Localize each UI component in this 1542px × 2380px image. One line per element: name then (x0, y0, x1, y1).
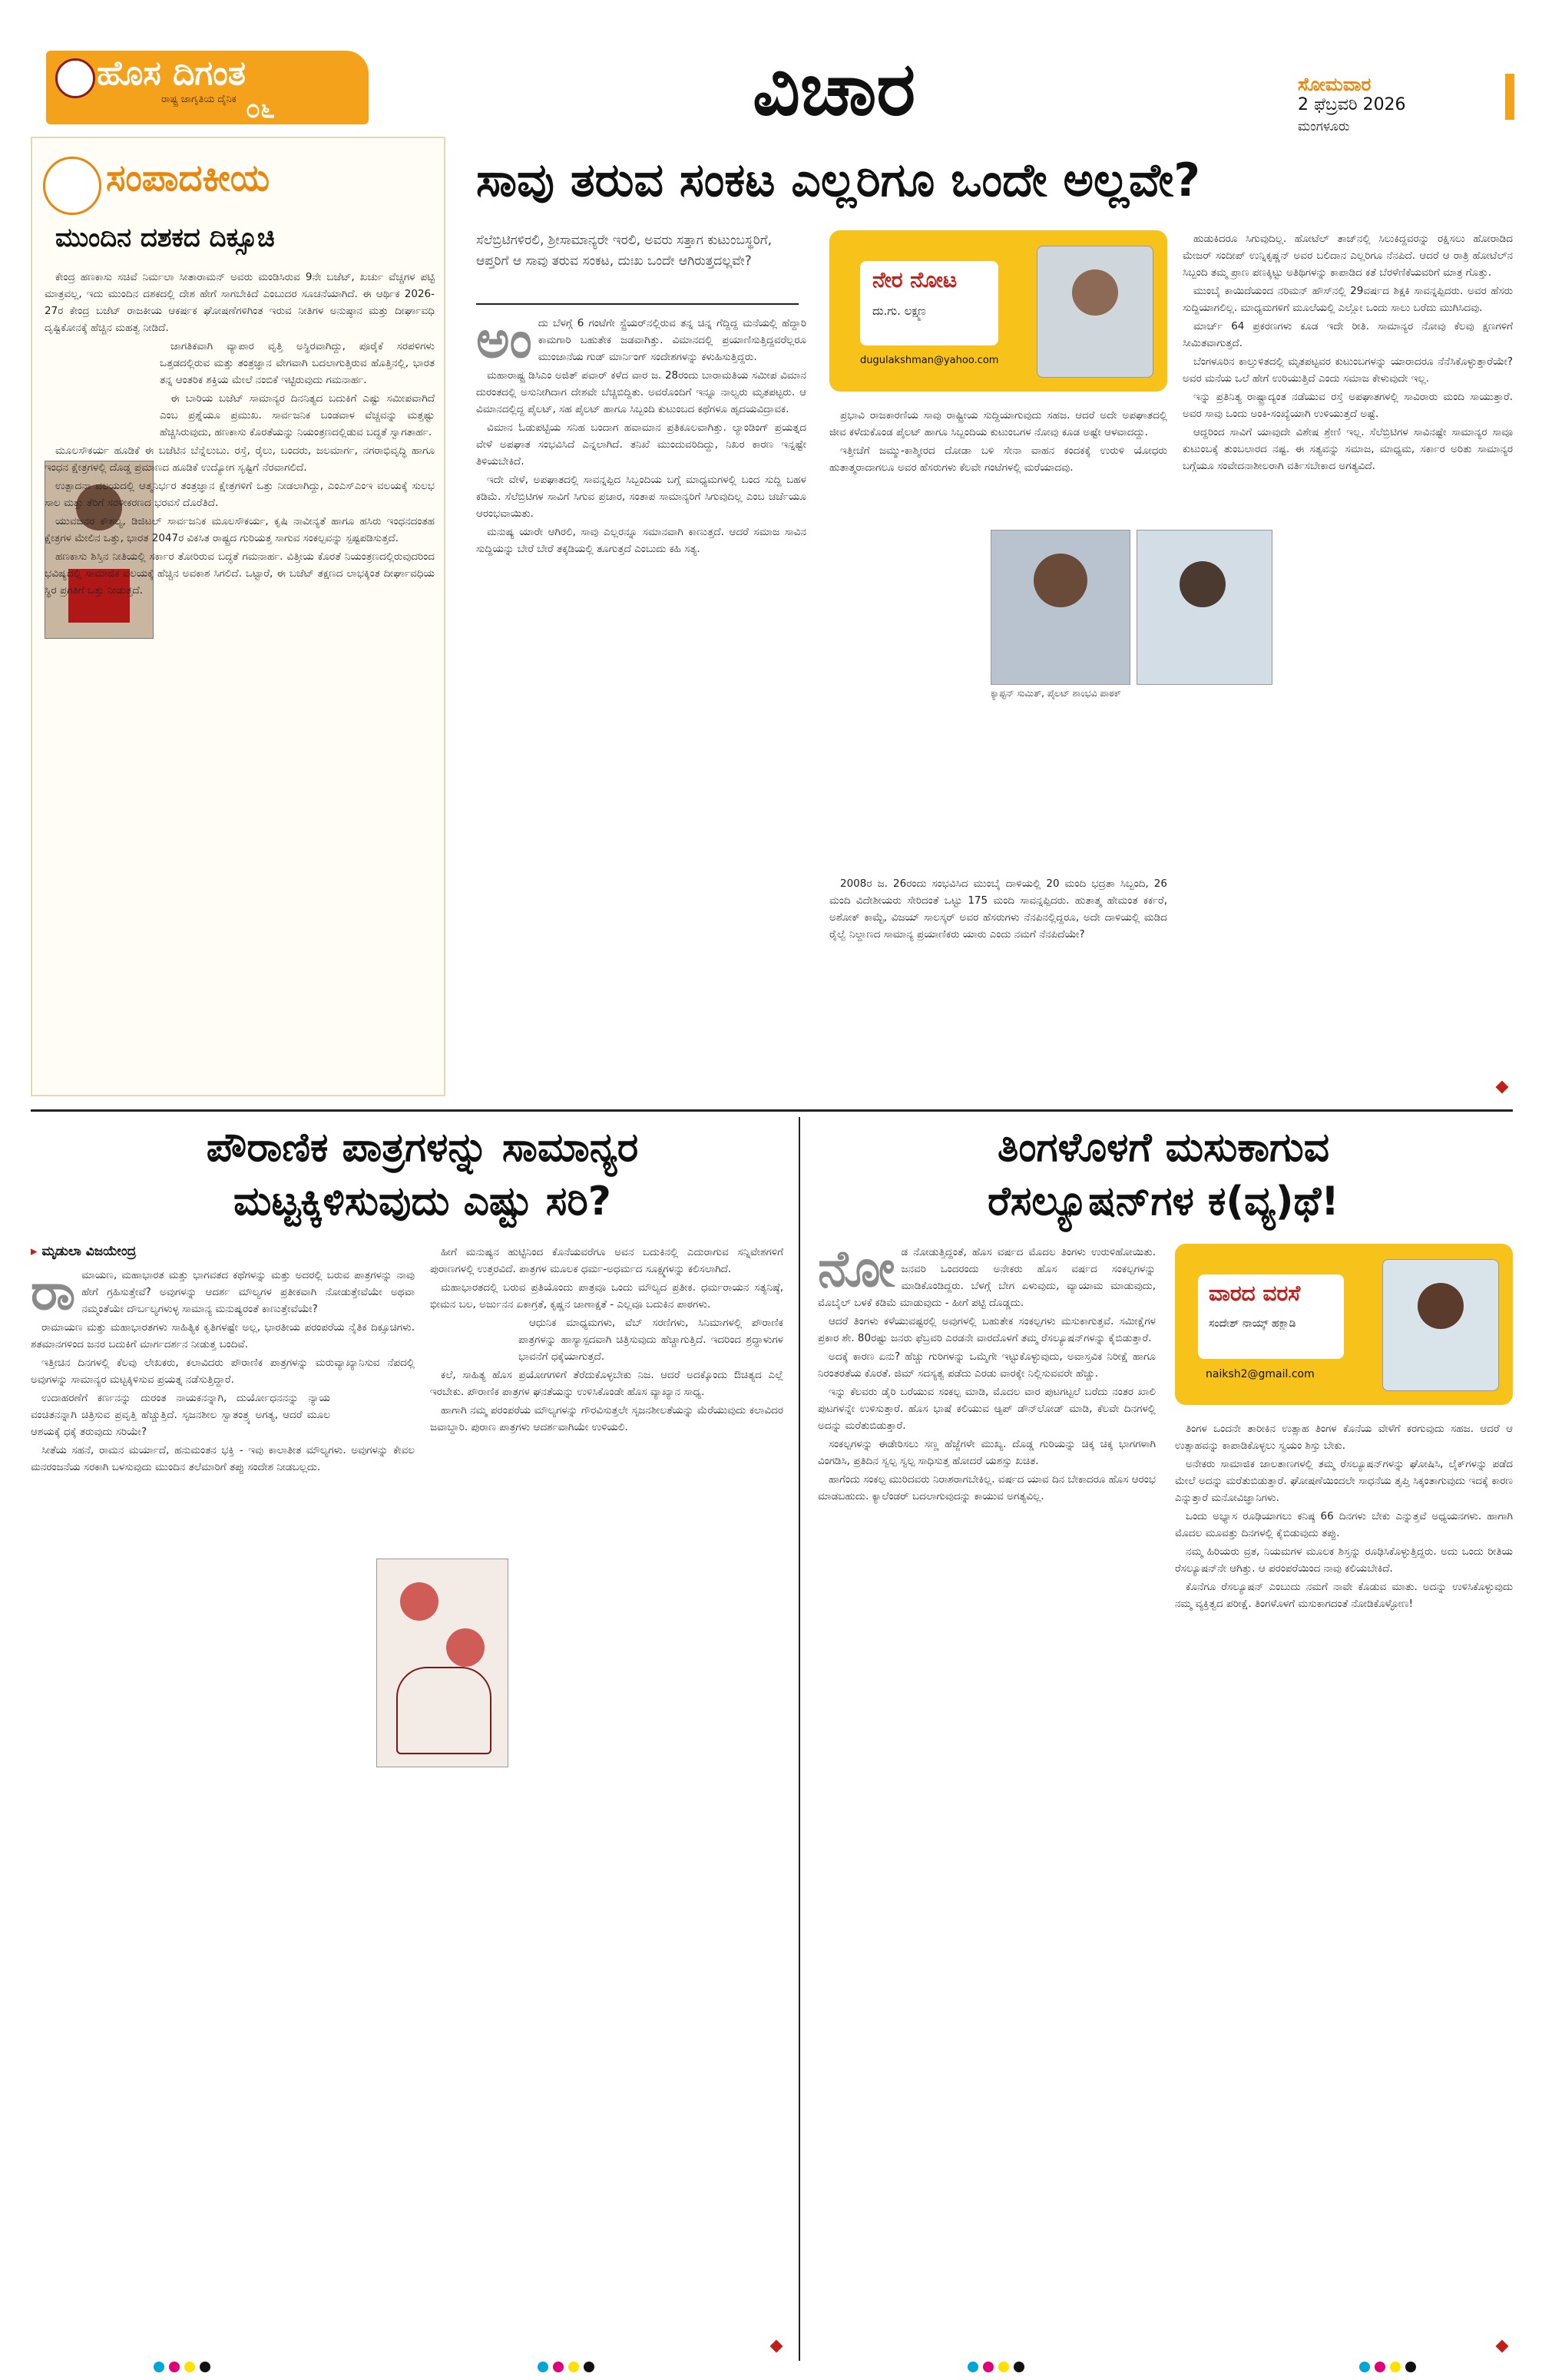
br-paragraph: ಅನೇಕರು ಸಾಮಾಜಿಕ ಜಾಲತಾಣಗಳಲ್ಲಿ ತಮ್ಮ ರೆಸಲ್ಯೂಷನ್‌ಗಳನ್ನು ಘೋಷಿಸಿ, ಲೈಕ್‌ಗಳನ್ನು ಪಡೆದ ಮೇಲೆ ಅದನ್ನು ಮರೆತುಬಿಡುತ್ತಾರೆ. ಘೋಷಣೆಯಿಂದಲೇ ಸಾಧನೆಯ ತೃಪ್ತಿ ಸಿಕ್ಕಂತಾಗುವುದು ಇದಕ್ಕೆ ಕಾರಣ ಎನ್ನುತ್ತಾರೆ ಮನೋವಿಜ್ಞಾನಿಗಳು. (1175, 1458, 1513, 1504)
editorial-emblem-icon (43, 157, 101, 215)
editorial-box (31, 137, 445, 1096)
city-label: ಮಂಗಳೂರು (1298, 119, 1350, 134)
section-divider (31, 1109, 1513, 1112)
bl-paragraph: ರಾಮಾಯಣ ಮತ್ತು ಮಹಾಭಾರತಗಳು ಸಾಹಿತ್ಯಿಕ ಕೃತಿಗಳಷ್ಟೇ ಅಲ್ಲ, ಭಾರತೀಯ ಪರಂಪರೆಯ ನೈತಿಕ ದಿಕ್ಸೂಚಿಗಳು. ಶತಮಾನಗಳಿಂದ ಜನರ ಬದುಕಿಗೆ ಮಾರ್ಗದರ್ಶನ ನೀಡುತ್ತ ಬಂದಿವೆ. (31, 1321, 415, 1350)
main-paragraph: ಮನುಷ್ಯ ಯಾರೇ ಆಗಿರಲಿ, ಸಾವು ಎಲ್ಲರನ್ನೂ ಸಮಾನವಾಗಿ ಕಾಣುತ್ತದೆ. ಆದರೆ ಸಮಾಜ ಸಾವಿನ ಸುದ್ದಿಯನ್ನು ಬೇರೆ ಬೇರೆ ತಕ್ಕಡಿಯಲ್ಲಿ ತೂಗುತ್ತದೆ ಎಂಬುದು ಕಹಿ ಸತ್ಯ. (476, 526, 806, 555)
main-paragraph: ಮಹಾರಾಷ್ಟ್ರ ಡಿಸಿಎಂ ಅಜಿತ್ ಪವಾರ್ ಕಳೆದ ವಾರ ಜ. 28ರಂದು ಬಾರಾಮತಿಯ ಸಮೀಪ ವಿಮಾನ ದುರಂತದಲ್ಲಿ ಅಸುನೀಗಿದಾಗ ದೇಶವೇ ಬೆಚ್ಚಿಬಿದ್ದಿತು. ಅವರೊಂದಿಗೆ ಇನ್ನೂ ನಾಲ್ವರು ಮೃತಪಟ್ಟರು. ಆ ವಿಮಾನದಲ್ಲಿದ್ದ ಪೈಲಟ್, ಸಹ ಪೈಲಟ್ ಹಾಗೂ ಸಿಬ್ಬಂದಿ ಕುಟುಂಬದ ಕಥೆಗಳೂ ಹೃದಯವಿದ್ರಾವಕ. (476, 369, 806, 415)
bl-paragraph: ಮಾಯಣ, ಮಹಾಭಾರತ ಮತ್ತು ಭಾಗವತದ ಕಥೆಗಳನ್ನು ಮತ್ತು ಅದರಲ್ಲಿ ಬರುವ ಪಾತ್ರಗಳನ್ನು ನಾವು ಹೇಗೆ ಗ್ರಹಿಸುತ್ತೇವೆ? ಅವುಗಳನ್ನು ಆದರ್ಶ ಮೌಲ್ಯಗಳ ಪ್ರತೀಕವಾಗಿ ನೋಡುತ್ತೇವೆಯೇ ಅಥವಾ ನಮ್ಮಂತೆಯೇ ದೌರ್ಬಲ್ಯಗಳುಳ್ಳ ಸಾಮಾನ್ಯ ಮನುಷ್ಯರಂತೆ ಕಾಣುತ್ತೇವೆಯೇ? (81, 1269, 415, 1315)
editorial-paragraph: ಕೇಂದ್ರ ಹಣಕಾಸು ಸಚಿವೆ ನಿರ್ಮಲಾ ಸೀತಾರಾಮನ್ ಅವರು ಮಂಡಿಸಿರುವ 9ನೇ ಬಜೆಟ್, ಖರ್ಚು ವೆಚ್ಚಗಳ ಪಟ್ಟಿ ಮಾತ್ರವಲ್ಲ, ಇದು ಮುಂದಿನ ದಶಕದಲ್ಲಿ ದೇಶ ಹೇಗೆ ಸಾಗಬೇಕಿದೆ ಎಂಬುದರ ಸೂಚನೆಯಾಗಿದೆ. ಈ ಆರ್ಥಿಕ 2026-27ರ ಕೇಂದ್ರ ಬಜೆಟ್ ರಾಜಕೀಯ ಆಕರ್ಷಕ ಘೋಷಣೆಗಳಿಗಿಂತ ಇರುವ ನೀತಿಗಳ ಅನುಷ್ಠಾನ ಮತ್ತು ದೀರ್ಘಾವಧಿ ದೃಷ್ಟಿಕೋನಕ್ಕೆ ಹೆಚ್ಚಿನ ಮಹತ್ವ ನೀಡಿದೆ. (45, 271, 435, 334)
bottom-left-col-1 (31, 1267, 415, 2357)
person-icon (1072, 269, 1118, 316)
main-paragraph: ವಿಮಾನ ಓಡುಪಟ್ಟಿಯ ಸನಿಹ ಬಂದಾಗ ಹವಾಮಾನ ಪ್ರತಿಕೂಲವಾಗಿತ್ತು. ಲ್ಯಾಂಡಿಂಗ್ ಪ್ರಯತ್ನದ ವೇಳೆ ಅಪಘಾತ ಸಂಭವಿಸಿದೆ ಎನ್ನಲಾಗಿದೆ. ತನಿಖೆ ಮುಂದುವರಿದಿದ್ದು, ನಿಖರ ಕಾರಣ ಇನ್ನಷ್ಟೇ ತಿಳಿಯಬೇಕಿದೆ. (476, 421, 806, 468)
main-paragraph: ಮಾರ್ಚ್ 64 ಪ್ರಕರಣಗಳು ಕೂಡ ಇದೇ ರೀತಿ. ಸಾಮಾನ್ಯರ ನೋವು ಕೆಲವು ಕ್ಷಣಗಳಿಗೆ ಸೀಮಿತವಾಗುತ್ತದೆ. (1183, 320, 1513, 349)
bottom-left-dropcap: ರಾ (31, 1267, 76, 1321)
date-label: 2 ಫೆಬ್ರವರಿ 2026 (1298, 95, 1406, 114)
br-paragraph: ಕೊನೆಗೂ ರೆಸಲ್ಯೂಷನ್ ಎಂಬುದು ನಮಗೆ ನಾವೇ ಕೊಡುವ ಮಾತು. ಅದನ್ನು ಉಳಿಸಿಕೊಳ್ಳುವುದು ನಮ್ಮ ವ್ಯಕ್ತಿತ್ವದ ಪರೀಕ್ಷೆ. ತಿಂಗಳೊಳಗೆ ಮಸುಕಾಗದಂತೆ ನೋಡಿಕೊಳ್ಳೋಣ! (1175, 1581, 1513, 1610)
br-paragraph: ಇನ್ನು ಕೆಲವರು ಡೈರಿ ಬರೆಯುವ ಸಂಕಲ್ಪ ಮಾಡಿ, ಮೊದಲ ವಾರ ಪುಟಗಟ್ಟಲೆ ಬರೆದು ನಂತರ ಖಾಲಿ ಪುಟಗಳನ್ನೇ ಉಳಿಸುತ್ತಾರೆ. ಹೊಸ ಭಾಷೆ ಕಲಿಯುವ ಆ್ಯಪ್ ಡೌನ್‌ಲೋಡ್ ಮಾಡಿ, ಕೆಲವೇ ದಿನಗಳಲ್ಲಿ ಅದನ್ನು ಮರೆತುಬಿಡುತ್ತಾರೆ. (818, 1386, 1156, 1432)
bl-paragraph: ಉದಾಹರಣೆಗೆ ಕರ್ಣನನ್ನು ದುರಂತ ನಾಯಕನನ್ನಾಗಿ, ದುರ್ಯೋಧನನನ್ನು ನ್ಯಾಯ ವಂಚಿತನನ್ನಾಗಿ ಚಿತ್ರಿಸುವ ಪ್ರವೃತ್ತಿ ಹೆಚ್ಚುತ್ತಿದೆ. ಸೃಜನಶೀಲ ಸ್ವಾತಂತ್ರ್ಯ ಅಗತ್ಯ, ಆದರೆ ಮೂಲ ಆಶಯಕ್ಕೆ ಧಕ್ಕೆ ತರುವುದು ಸರಿಯೇ? (31, 1392, 330, 1438)
page-number: ೦೬ (246, 94, 276, 124)
bl-paragraph: ಸೀತೆಯ ಸಹನೆ, ರಾಮನ ಮರ್ಯಾದೆ, ಹನುಮಂತನ ಭಕ್ತಿ - ಇವು ಕಾಲಾತೀತ ಮೌಲ್ಯಗಳು. ಅವುಗಳನ್ನು ಕೇವಲ ಮನರಂಜನೆಯ ಸರಕಾಗಿ ಬಳಸುವುದು ಮುಂದಿನ ತಲೆಮಾರಿಗೆ ತಪ್ಪು ಸಂದೇಶ ನೀಡಬಲ್ಲದು. (31, 1444, 415, 1473)
br-paragraph: ಆದರೆ ತಿಂಗಳು ಕಳೆಯುವಷ್ಟರಲ್ಲಿ ಅವುಗಳಲ್ಲಿ ಬಹುತೇಕ ಸಂಕಲ್ಪಗಳು ಮಸುಕಾಗುತ್ತವೆ. ಸಮೀಕ್ಷೆಗಳ ಪ್ರಕಾರ ಶೇ. 80ರಷ್ಟು ಜನರು ಫೆಬ್ರವರಿ ಎರಡನೇ ವಾರದೊಳಗೆ ತಮ್ಮ ರೆಸಲ್ಯೂಷನ್‌ಗಳನ್ನು ಕೈಬಿಡುತ್ತಾರೆ. (818, 1315, 1156, 1344)
br-paragraph: ಅದಕ್ಕೆ ಕಾರಣ ಏನು? ಹೆಚ್ಚು ಗುರಿಗಳನ್ನು ಒಮ್ಮೆಗೇ ಇಟ್ಟುಕೊಳ್ಳುವುದು, ಅವಾಸ್ತವಿಕ ನಿರೀಕ್ಷೆ ಹಾಗೂ ನಿರಂತರತೆಯ ಕೊರತೆ. ಜಿಮ್ ಸದಸ್ಯತ್ವ ಪಡೆದು ಎರಡು ವಾರಕ್ಕೇ ನಿಲ್ಲಿಸುವವರೇ ಹೆಚ್ಚು. (818, 1350, 1156, 1380)
divider (476, 303, 799, 305)
logo-block (46, 51, 369, 124)
person-icon (1034, 554, 1087, 607)
bl-paragraph: ಹೀಗೆ ಮನುಷ್ಯನ ಹುಟ್ಟಿನಿಂದ ಕೊನೆಯವರೆಗೂ ಅವನ ಬದುಕಿನಲ್ಲಿ ಎದುರಾಗುವ ಸನ್ನಿವೇಶಗಳಿಗೆ ಪುರಾಣಗಳಲ್ಲಿ ಉತ್ತರವಿದೆ. ಪಾತ್ರಗಳ ಮೂಲಕ ಧರ್ಮ-ಅಧರ್ಮದ ಸೂಕ್ಷ್ಮಗಳನ್ನು ಕಲಿಸಲಾಗಿದೆ. (430, 1246, 783, 1275)
bottom-left-title-line-2: ಮಟ್ಟಕ್ಕಿಳಿಸುವುದು ಎಷ್ಟು ಸರಿ? (233, 1178, 611, 1225)
main-paragraph: 2008ರ ಜ. 26ರಂದು ಸಂಭವಿಸಿದ ಮುಂಬೈ ದಾಳಿಯಲ್ಲಿ 20 ಮಂದಿ ಭದ್ರತಾ ಸಿಬ್ಬಂದಿ, 26 ಮಂದಿ ವಿದೇಶೀಯರು ಸೇರಿದಂತೆ ಒಟ್ಟು 175 ಮಂದಿ ಸಾವನ್ನಪ್ಪಿದರು. ಹುತಾತ್ಮ ಹೇಮಂತ ಕರ್ಕರೆ, ಅಶೋಕ್ ಕಾಮ್ಟೆ, ವಿಜಯ್ ಸಾಲಸ್ಕರ್ ಅವರ ಹೆಸರುಗಳು ನೆನಪಿನಲ್ಲಿದ್ದರೂ, ಅದೇ ದಾಳಿಯಲ್ಲಿ ಮಡಿದ ರೈಲ್ವೆ ನಿಲ್ದಾಣದ ಸಾಮಾನ್ಯ ಪ್ರಯಾಣಿಕರು ಯಾರು ಎಂದು ನಮಗೆ ನೆನಪಿದೆಯೇ? (829, 878, 1167, 940)
bottom-left-title-line-1: ಪೌರಾಣಿಕ ಪಾತ್ರಗಳನ್ನು ಸಾಮಾನ್ಯರ (206, 1125, 639, 1171)
main-col-3 (1183, 230, 1513, 1098)
editorial-header: ಸಂಪಾದಕೀಯ (106, 157, 270, 200)
header-date-block (1298, 74, 1497, 134)
vertical-divider (799, 1117, 800, 2361)
main-standfirst: ಸೆಲೆಬ್ರಿಟಿಗಳಿರಲಿ, ಶ್ರೀಸಾಮಾನ್ಯರೇ ಇರಲಿ, ಅವರು ಸತ್ತಾಗ ಕುಟುಂಬಸ್ಥರಿಗೆ, ಆಪ್ತರಿಗೆ ಆ ಸಾವು ತರುವ ಸಂಕಟ, ದುಃಖ ಒಂದೇ ಆಗಿರುತ್ತದಲ್ಲವೇ? (476, 233, 772, 269)
br-paragraph: ತಿಂಗಳ ಒಂದನೇ ತಾರೀಕಿನ ಉತ್ಸಾಹ ತಿಂಗಳ ಕೊನೆಯ ವೇಳೆಗೆ ಕರಗುವುದು ಸಹಜ. ಆದರೆ ಆ ಉತ್ಸಾಹವನ್ನು ಕಾಪಾಡಿಕೊಳ್ಳಲು ಸ್ವಯಂ ಶಿಸ್ತು ಬೇಕು. (1175, 1423, 1513, 1452)
header-side-bar (1505, 74, 1514, 120)
person-icon (1418, 1283, 1464, 1329)
bl-paragraph: ಆಧುನಿಕ ಮಾಧ್ಯಮಗಳು, ವೆಬ್ ಸರಣಿಗಳು, ಸಿನಿಮಾಗಳಲ್ಲಿ ಪೌರಾಣಿಕ ಪಾತ್ರಗಳನ್ನು ಹಾಸ್ಯಾಸ್ಪದವಾಗಿ ಚಿತ್ರಿಸುವುದು ಹೆಚ್ಚಾಗುತ್ತಿದೆ. ಇದರಿಂದ ಶ್ರದ್ಧಾಳುಗಳ ಭಾವನೆಗೆ ಧಕ್ಕೆಯಾಗುತ್ತದೆ. (518, 1317, 783, 1363)
bottom-right-title-line-1: ತಿಂಗಳೊಳಗೆ ಮಸುಕಾಗುವ (997, 1125, 1330, 1171)
section-title: ವಿಚಾರ (753, 46, 916, 132)
bl-paragraph: ಮಹಾಭಾರತದಲ್ಲಿ ಬರುವ ಪ್ರತಿಯೊಂದು ಪಾತ್ರವೂ ಒಂದು ಮೌಲ್ಯದ ಪ್ರತೀಕ. ಧರ್ಮರಾಯನ ಸತ್ಯನಿಷ್ಠೆ, ಭೀಮನ ಬಲ, ಅರ್ಜುನನ ಏಕಾಗ್ರತೆ, ಕೃಷ್ಣನ ಚಾಣಾಕ್ಷತೆ - ಎಲ್ಲವೂ ಬದುಕಿನ ಪಾಠಗಳು. (430, 1281, 783, 1311)
main-paragraph: ದು ಬೆಳಗ್ಗೆ 6 ಗಂಟೆಗೇ ಸ್ಟ್ರೆಯರ್‌ನಲ್ಲಿರುವ ತನ್ನ ಚಿನ್ನ ಗೆದ್ದಿದ್ದ ಮನೆಯಲ್ಲಿ ಹೆದ್ದಾರಿ ಕಾಮಗಾರಿ ಬಹುತೇಕ ಜಡವಾಗಿತ್ತು. ವಿಮಾನದಲ್ಲಿ ಪ್ರಯಾಣಿಸುತ್ತಿದ್ದವರೆಲ್ಲರೂ ಮುಂಜಾನೆಯ ಗುಡ್ ಮಾರ್ನಿಂಗ್ ಸಂದೇಶಗಳನ್ನು ಕಳುಹಿಸುತ್ತಿದ್ದರು. (538, 317, 806, 363)
pilot-photo-1 (991, 530, 1130, 685)
main-col-1 (476, 315, 806, 1098)
editorial-title: ಮುಂದಿನ ದಶಕದ ದಿಕ್ಸೂಚಿ (55, 223, 275, 253)
main-paragraph: ಆದ್ದರಿಂದ ಸಾವಿಗೆ ಯಾವುದೇ ವಿಶೇಷ ಶ್ರೇಣಿ ಇಲ್ಲ. ಸೆಲೆಬ್ರಿಟಿಗಳ ಸಾವಿನಷ್ಟೇ ಸಾಮಾನ್ಯರ ಸಾವೂ ಕುಟುಂಬಕ್ಕೆ ತುಂಬಲಾರದ ನಷ್ಟ. ಈ ಸತ್ಯವನ್ನು ಸಮಾಜ, ಮಾಧ್ಯಮ, ಸರ್ಕಾರ ಅರಿತು ಸಾಮಾನ್ಯರ ಬಗ್ಗೆಯೂ ಸಂವೇದನಾಶೀಲರಾಗಿ ವರ್ತಿಸಬೇಕಾದ ಅಗತ್ಯವಿದೆ. (1183, 426, 1513, 472)
logo-emblem-icon (55, 58, 95, 98)
br-paragraph: ನಮ್ಮ ಹಿರಿಯರು ವ್ರತ, ನಿಯಮಗಳ ಮೂಲಕ ಶಿಸ್ತನ್ನು ರೂಢಿಸಿಕೊಳ್ಳುತ್ತಿದ್ದರು. ಅದು ಒಂದು ರೀತಿಯ ರೆಸಲ್ಯೂಷನ್‌ನೇ ಆಗಿತ್ತು. ಆ ಪರಂಪರೆಯಿಂದ ನಾವು ಕಲಿಯಬೇಕಿದೆ. (1175, 1545, 1513, 1575)
main-paragraph: ಹುಡುಕಿದರೂ ಸಿಗುವುದಿಲ್ಲ. ಹೋಟೆಲ್ ತಾಜ್‌ನಲ್ಲಿ ಸಿಲುಕಿದ್ದವರನ್ನು ರಕ್ಷಿಸಲು ಹೋರಾಡಿದ ಮೇಜರ್ ಸಂದೀಪ್ ಉನ್ನಿಕೃಷ್ಣನ್ ಅವರ ಬಲಿದಾನ ಎಲ್ಲರಿಗೂ ನೆನಪಿದೆ. ಆದರೆ ಆ ರಾತ್ರಿ ಹೋಟೆಲ್‌ನ ಸಿಬ್ಬಂದಿ ತಮ್ಮ ಪ್ರಾಣ ಪಣಕ್ಕಿಟ್ಟು ಅತಿಥಿಗಳನ್ನು ಕಾಪಾಡಿದ ಕತೆ ಬೆರಳೆಣಿಕೆಯವರಿಗೆ ಮಾತ್ರ ಗೊತ್ತು. (1183, 233, 1513, 279)
main-paragraph: ಮುಂಬೈ ಕಾಯಿದೆಯಂದ ನರಿಮನ್ ಹೌಸ್‌ನಲ್ಲಿ 29ವರ್ಷದ ಶಿಕ್ಷಕಿ ಸಾವನ್ನಪ್ಪಿದರು. ಅವರ ಹೆಸರು ಸುದ್ದಿಯಾಗಲಿಲ್ಲ. ಮಾಧ್ಯಮಗಳಿಗೆ ಮೂಲೆಯಲ್ಲಿ ಎಲ್ಲೋ ಒಂದು ಸಾಲು ಬರೆದು ಮುಗಿಸಿದವು. (1183, 285, 1513, 314)
registration-marks-center-right (968, 2362, 1024, 2372)
author-photo (1037, 246, 1153, 378)
editorial-paragraph: ಜಾಗತಿಕವಾಗಿ ವ್ಯಾಪಾರ ವೃತ್ತಿ ಅಸ್ಥಿರವಾಗಿದ್ದು, ಪೂರೈಕೆ ಸರಪಳಿಗಳು ಒತ್ತಡದಲ್ಲಿರುವ ಮತ್ತು ತಂತ್ರಜ್ಞಾನ ವೇಗವಾಗಿ ಬದಲಾಗುತ್ತಿರುವ ಹೊತ್ತಿನಲ್ಲಿ, ಭಾರತ ತನ್ನ ಆಂತರಿಕ ಶಕ್ತಿಯ ಮೇಲೆ ನಂಬಿಕೆ ಇಟ್ಟಿರುವುದು ಗಮನಾರ್ಹ. (160, 340, 435, 386)
column-box-varada-varase (1175, 1244, 1513, 1405)
byline-marker-icon: ▸ (31, 1244, 42, 1259)
main-paragraph: ಪ್ರಭಾವಿ ರಾಜಕಾರಣಿಯ ಸಾವು ರಾಷ್ಟ್ರೀಯ ಸುದ್ದಿಯಾಗುವುದು ಸಹಜ. ಆದರೆ ಅದೇ ಅಪಘಾತದಲ್ಲಿ ಜೀವ ಕಳೆದುಕೊಂಡ ಪೈಲಟ್ ಹಾಗೂ ಸಿಬ್ಬಂದಿಯ ಕುಟುಂಬಗಳ ನೋವು ಕೂಡ ಅಷ್ಟೇ ಆಳವಾದದ್ದು. (829, 409, 1167, 438)
editorial-paragraph: ಮೂಲಸೌಕರ್ಯ ಹೂಡಿಕೆ ಈ ಬಜೆಟಿನ ಬೆನ್ನೆಲುಬು. ರಸ್ತೆ, ರೈಲು, ಬಂದರು, ಜಲಮಾರ್ಗ, ನಗರಾಭಿವೃದ್ಧಿ ಹಾಗೂ ಇಂಧನ ಕ್ಷೇತ್ರಗಳಲ್ಲಿ ದೊಡ್ಡ ಪ್ರಮಾಣದ ಹೂಡಿಕೆ ಉದ್ಯೋಗ ಸೃಷ್ಟಿಗೆ ನೆರವಾಗಲಿದೆ. (45, 445, 435, 474)
main-paragraph: ಇತ್ತೀಚೆಗೆ ಜಮ್ಮು-ಕಾಶ್ಮೀರದ ದೋಡಾ ಬಳಿ ಸೇನಾ ವಾಹನ ಕಂದಕಕ್ಕೆ ಉರುಳಿ ಯೋಧರು ಹುತಾತ್ಮರಾದಾಗಲೂ ಅವರ ಹೆಸರುಗಳು ಕೆಲವೇ ಗಂಟೆಗಳಲ್ಲಿ ಮರೆಯಾದವು. (829, 445, 1167, 474)
bl-paragraph: ಕಲೆ, ಸಾಹಿತ್ಯ ಹೊಸ ಪ್ರಯೋಗಗಳಿಗೆ ತೆರೆದುಕೊಳ್ಳಬೇಕು ನಿಜ. ಆದರೆ ಅದಕ್ಕೊಂದು ಔಚಿತ್ಯದ ಎಲ್ಲೆ ಇರಬೇಕು. ಪೌರಾಣಿಕ ಪಾತ್ರಗಳ ಘನತೆಯನ್ನು ಉಳಿಸಿಕೊಂಡೇ ಹೊಸ ವ್ಯಾಖ್ಯಾನ ಸಾಧ್ಯ. (430, 1369, 783, 1398)
main-article-title: ಸಾವು ತರುವ ಸಂಕಟ ಎಲ್ಲರಿಗೂ ಒಂದೇ ಅಲ್ಲವೇ? (476, 154, 1201, 207)
logo-tagline: ರಾಷ್ಟ್ರ ಜಾಗೃತಿಯ ದೈನಿಕ (161, 94, 237, 105)
main-paragraph: ಬೆಂಗಳೂರಿನ ಕಾಲ್ತುಳಿತದಲ್ಲಿ ಮೃತಪಟ್ಟವರ ಕುಟುಂಬಗಳನ್ನು ಯಾರಾದರೂ ನೆನೆಸಿಕೊಳ್ಳುತ್ತಾರೆಯೇ? ಅವರ ಮನೆಯ ಒಲೆ ಹೇಗೆ ಉರಿಯುತ್ತಿದೆ ಎಂದು ಸಮಾಜ ಕೇಳುವುದೇ ಇಲ್ಲ. (1183, 355, 1513, 385)
main-dropcap: ಅಂ (476, 315, 532, 369)
bl-paragraph: ಹಾಗಾಗಿ ನಮ್ಮ ಪರಂಪರೆಯ ಮೌಲ್ಯಗಳನ್ನು ಗೌರವಿಸುತ್ತಲೇ ಸೃಜನಶೀಲತೆಯನ್ನು ಮೆರೆಯುವುದು ಕಲಾವಿದರ ಜವಾಬ್ದಾರಿ. ಪುರಾಣ ಪಾತ್ರಗಳು ಆದರ್ಶವಾಗಿಯೇ ಉಳಿಯಲಿ. (430, 1404, 783, 1433)
column-author: ದು.ಗು. ಲಕ್ಷ್ಮಣ (872, 304, 926, 318)
column-name: ವಾರದ ವರಸೆ (1209, 1281, 1301, 1306)
photo-caption: ಕ್ಯಾಪ್ಟನ್ ಸುಮಿತ್, ಪೈಲಟ್ ಶಾಂಭವಿ ಪಾಠಕ್ (991, 688, 1121, 699)
bl-paragraph: ಇತ್ತೀಚಿನ ದಿನಗಳಲ್ಲಿ ಕೆಲವು ಲೇಖಕರು, ಕಲಾವಿದರು ಪೌರಾಣಿಕ ಪಾತ್ರಗಳನ್ನು ಮರುವ್ಯಾಖ್ಯಾನಿಸುವ ನೆಪದಲ್ಲಿ ಅವುಗಳನ್ನು ಸಾಮಾನ್ಯರ ಮಟ್ಟಕ್ಕಿಳಿಸುವ ಪ್ರಯತ್ನ ನಡೆಸುತ್ತಿದ್ದಾರೆ. (31, 1357, 415, 1386)
column-email[interactable]: naiksh2@gmail.com (1206, 1368, 1315, 1380)
registration-marks-right (1359, 2362, 1416, 2372)
main-paragraph: ಇನ್ನು ಪ್ರತಿನಿತ್ಯ ರಾಷ್ಟ್ರಾದ್ಯಂತ ನಡೆಯುವ ರಸ್ತೆ ಅಪಘಾತಗಳಲ್ಲಿ ಸಾವಿರಾರು ಮಂದಿ ಸಾಯುತ್ತಾರೆ. ಅವರ ಸಾವು ಒಂದು ಅಂಕಿ-ಸಂಖ್ಯೆಯಾಗಿ ಉಳಿಯುತ್ತದೆ ಅಷ್ಟೆ. (1183, 391, 1513, 420)
editorial-body (45, 269, 435, 1083)
editorial-paragraph: ಯುವಜನರ ಕೌಶಲ್ಯ, ಡಿಜಿಟಲ್ ಸಾರ್ವಜನಿಕ ಮೂಲಸೌಕರ್ಯ, ಕೃಷಿ ನಾವೀನ್ಯತೆ ಹಾಗೂ ಹಸಿರು ಇಂಧನದಂತಹ ಕ್ಷೇತ್ರಗಳ ಮೇಲಿನ ಒತ್ತು, ಭಾರತ 2047ರ ವಿಕಸಿತ ರಾಷ್ಟ್ರದ ಗುರಿಯತ್ತ ಸಾಗುವ ಸಂಕಲ್ಪವನ್ನು ಸ್ಪಷ್ಟಪಡಿಸುತ್ತದೆ. (45, 515, 435, 544)
column-name: ನೇರ ನೋಟ (872, 267, 958, 293)
br-paragraph: ಒಂದು ಅಭ್ಯಾಸ ರೂಢಿಯಾಗಲು ಕನಿಷ್ಠ 66 ದಿನಗಳು ಬೇಕು ಎನ್ನುತ್ತವೆ ಅಧ್ಯಯನಗಳು. ಹಾಗಾಗಿ ಮೊದಲ ಮೂವತ್ತು ದಿನಗಳಲ್ಲಿ ಕೈಬಿಡುವುದು ತಪ್ಪು. (1175, 1510, 1513, 1539)
byline-author: ಮೃಡುಲಾ ವಿಜಯೇಂದ್ರ (41, 1244, 137, 1259)
main-col-2-bottom (829, 875, 1167, 1098)
bottom-left-col-2 (430, 1244, 783, 2357)
bottom-right-dropcap: ನೋ (818, 1244, 895, 1298)
editorial-paragraph: ಈ ಬಾರಿಯ ಬಜೆಟ್ ಸಾಮಾನ್ಯರ ದಿನನಿತ್ಯದ ಬದುಕಿಗೆ ಎಷ್ಟು ಸಮೀಪವಾಗಿದೆ ಎಂಬ ಪ್ರಶ್ನೆಯೂ ಪ್ರಮುಖ. ಸಾರ್ವಜನಿಕ ಬಂಡವಾಳ ವೆಚ್ಚವನ್ನು ಮತ್ತಷ್ಟು ಹೆಚ್ಚಿಸಿರುವುದು, ಹಣಕಾಸು ಕೊರತೆಯನ್ನು ನಿಯಂತ್ರಣದಲ್ಲಿಡುವ ಬದ್ಧತೆ ಸ್ವಾಗತಾರ್ಹ. (160, 392, 435, 438)
main-paragraph: ಇದೇ ವೇಳೆ, ಅಪಘಾತದಲ್ಲಿ ಸಾವನ್ನಪ್ಪಿದ ಸಿಬ್ಬಂದಿಯ ಬಗ್ಗೆ ಮಾಧ್ಯಮಗಳಲ್ಲಿ ಬಂದ ಸುದ್ದಿ ಬಹಳ ಕಡಿಮೆ. ಸೆಲೆಬ್ರಿಟಿಗಳ ಸಾವಿಗೆ ಸಿಗುವ ಪ್ರಚಾರ, ಸಂತಾಪ ಸಾಮಾನ್ಯರಿಗೆ ಸಿಗುವುದಿಲ್ಲ ಎಂಬ ಚರ್ಚೆಯೂ ಆರಂಭವಾಯಿತು. (476, 474, 806, 520)
bottom-right-col-2 (1175, 1420, 1513, 2357)
br-paragraph: ಹಾಗೆಂದು ಸಂಕಲ್ಪ ಮುರಿದವರು ನಿರಾಶರಾಗಬೇಕಿಲ್ಲ. ವರ್ಷದ ಯಾವ ದಿನ ಬೇಕಾದರೂ ಹೊಸ ಆರಂಭ ಮಾಡಬಹುದು. ಕ್ಯಾಲೆಂಡರ್ ಬದಲಾಗುವುದನ್ನು ಕಾಯುವ ಅಗತ್ಯವಿಲ್ಲ. (818, 1473, 1156, 1502)
column-author: ಸಂದೇಶ್ ನಾಯ್ಕ್ ಹಕ್ಲಾಡಿ (1209, 1317, 1296, 1330)
column-box-nera-nota (829, 230, 1167, 392)
bottom-right-col-1 (818, 1244, 1156, 2357)
registration-marks-left (154, 2362, 210, 2372)
day-label: ಸೋಮವಾರ (1298, 74, 1372, 95)
editorial-paragraph: ಹಣಕಾಸು ಶಿಸ್ತಿನ ನೀತಿಯಲ್ಲಿ ಸರ್ಕಾರ ತೋರಿರುವ ಬದ್ಧತೆ ಗಮನಾರ್ಹ. ವಿತ್ತೀಯ ಕೊರತೆ ನಿಯಂತ್ರಣದಲ್ಲಿರುವುದರಿಂದ ಭವಿಷ್ಯದಲ್ಲಿ ಸಾಮಾಜಿಕ ವಲಯಕ್ಕೆ ಹೆಚ್ಚಿನ ಅವಕಾಶ ಸಿಗಲಿದೆ. ಒಟ್ಟಾರೆ, ಈ ಬಜೆಟ್ ತಕ್ಷಣದ ಲಾಭಕ್ಕಿಂತ ದೀರ್ಘಾವಧಿಯ ಸ್ಥಿರ ಪ್ರಗತಿಗೆ ಒತ್ತು ನೀಡುತ್ತದೆ. (45, 550, 435, 597)
logo-text: ಹೊಸ ದಿಗಂತ (97, 54, 247, 93)
br-paragraph: ಸಂಕಲ್ಪಗಳನ್ನು ಈಡೇರಿಸಲು ಸಣ್ಣ ಹೆಜ್ಜೆಗಳೇ ಮುಖ್ಯ. ದೊಡ್ಡ ಗುರಿಯನ್ನು ಚಿಕ್ಕ ಚಿಕ್ಕ ಭಾಗಗಳಾಗಿ ವಿಂಗಡಿಸಿ, ಪ್ರತಿದಿನ ಸ್ವಲ್ಪ ಸ್ವಲ್ಪ ಸಾಧಿಸುತ್ತ ಹೋದರೆ ಯಶಸ್ಸು ಖಚಿತ. (818, 1438, 1156, 1467)
masthead (0, 0, 1542, 135)
bottom-right-title-line-2: ರೆಸಲ್ಯೂಷನ್‌ಗಳ ಕ(ವ್ಯ)ಥೆ! (988, 1178, 1339, 1225)
author-photo (1382, 1259, 1499, 1391)
editorial-paragraph: ಉತ್ಪಾದನಾ ವಲಯದಲ್ಲಿ ಆತ್ಮನಿರ್ಭರ ತಂತ್ರಜ್ಞಾನ ಕ್ಷೇತ್ರಗಳಿಗೆ ಒತ್ತು ನೀಡಲಾಗಿದ್ದು, ಎಂಎಸ್‌ಎಂಇ ವಲಯಕ್ಕೆ ಸುಲಭ ಸಾಲ ಮತ್ತು ತೆರಿಗೆ ಸರಳೀಕರಣದ ಭರವಸೆ ದೊರೆತಿದೆ. (45, 480, 435, 509)
byline (31, 1244, 136, 1259)
column-email[interactable]: dugulakshman@yahoo.com (860, 355, 999, 366)
br-paragraph: ಡ ನೋಡುತ್ತಿದ್ದಂತೆ, ಹೊಸ ವರ್ಷದ ಮೊದಲ ತಿಂಗಳು ಉರುಳಿಹೋಯಿತು. ಜನವರಿ ಒಂದರಂದು ಅನೇಕರು ಹೊಸ ವರ್ಷದ ಸಂಕಲ್ಪಗಳನ್ನು ಮಾಡಿಕೊಂಡಿದ್ದರು. ಬೆಳಗ್ಗೆ ಬೇಗ ಏಳುವುದು, ವ್ಯಾಯಾಮ ಮಾಡುವುದು, ಮೊಬೈಲ್ ಬಳಕೆ ಕಡಿಮೆ ಮಾಡುವುದು - ಹೀಗೆ ಪಟ್ಟಿ ದೊಡ್ಡದು. (818, 1246, 1156, 1309)
registration-marks-center-left (538, 2362, 594, 2372)
